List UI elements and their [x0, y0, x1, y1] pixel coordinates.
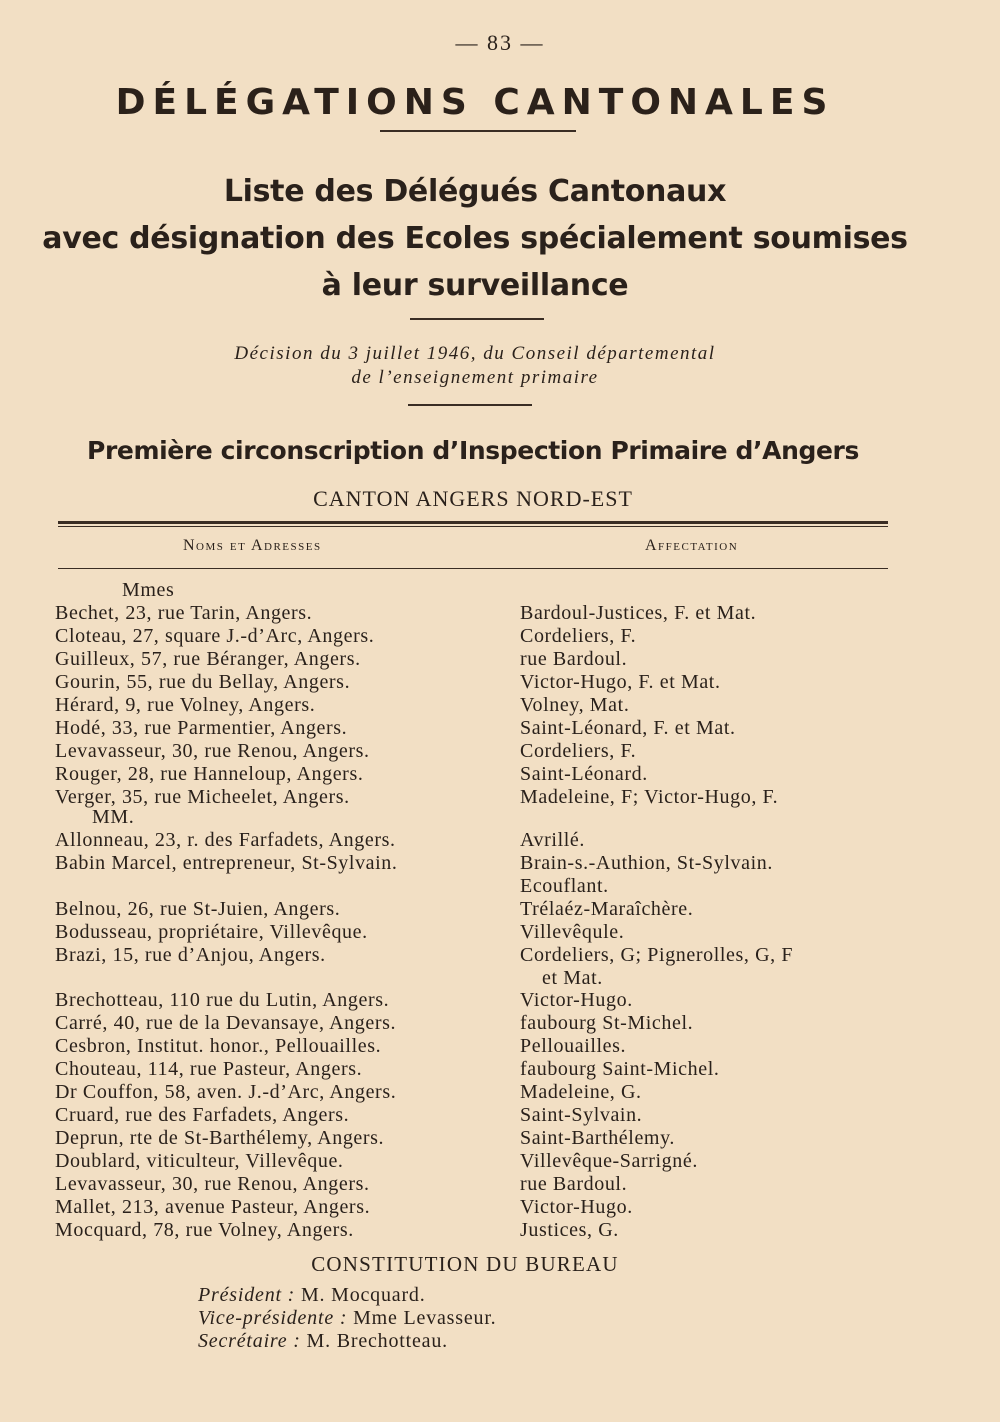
delegate-name: Dr Couffon, 58, aven. J.-d’Arc, Angers.: [55, 1081, 397, 1103]
delegate-assignment: Saint-Sylvain.: [520, 1104, 643, 1126]
delegate-assignment: Villevêque-Sarrigné.: [520, 1150, 698, 1172]
delegate-assignment: rue Bardoul.: [520, 1173, 628, 1195]
delegate-name: Mallet, 213, avenue Pasteur, Angers.: [55, 1196, 371, 1218]
delegate-name: Cruard, rue des Farfadets, Angers.: [55, 1104, 350, 1126]
delegate-assignment: Victor-Hugo.: [520, 989, 633, 1011]
delegate-assignment: rue Bardoul.: [520, 648, 628, 670]
bureau-president: [198, 1284, 426, 1307]
delegate-name: Rouger, 28, rue Hanneloup, Angers.: [55, 763, 364, 785]
delegate-name: Cloteau, 27, square J.-d’Arc, Angers.: [55, 625, 375, 647]
secretary-name: M. Brechotteau.: [306, 1330, 448, 1352]
delegate-assignment: Madeleine, F; Victor-Hugo, F.: [520, 786, 779, 808]
delegate-assignment: Trélaéz-Maraîchère.: [520, 898, 694, 920]
delegate-assignment: Cordeliers, F.: [520, 740, 637, 762]
delegate-name: Levavasseur, 30, rue Renou, Angers.: [55, 740, 370, 762]
column-header-assignment: Affectation: [645, 537, 739, 554]
delegate-assignment: Bardoul-Justices, F. et Mat.: [520, 602, 757, 624]
delegate-assignment: Avrillé.: [520, 829, 585, 851]
title-line-1: Liste des Délégués Cantonaux: [223, 174, 727, 209]
decision-line-1: Décision du 3 juillet 1946, du Conseil départemental: [234, 343, 716, 364]
decision-line-2: de l’enseignement primaire: [351, 367, 599, 388]
delegate-assignment: faubourg St-Michel.: [520, 1012, 694, 1034]
delegate-assignment: et Mat.: [542, 967, 603, 989]
delegate-name: Verger, 35, rue Micheelet, Angers.: [55, 786, 350, 808]
document-title: [0, 168, 950, 309]
delegate-name: Bodusseau, propriétaire, Villevêque.: [55, 921, 368, 943]
delegate-name: Chouteau, 114, rue Pasteur, Angers.: [55, 1058, 363, 1080]
title-line-2: avec désignation des Ecoles spécialement soumises: [42, 221, 908, 256]
delegate-assignment: Pellouailles.: [520, 1035, 627, 1057]
circonscription-heading: Première circonscription d’Inspection Primaire d’Angers: [87, 436, 859, 465]
delegate-name: Belnou, 26, rue St-Juien, Angers.: [55, 898, 341, 920]
delegate-assignment: Cordeliers, G; Pignerolles, G, F: [520, 944, 794, 966]
delegate-name: Levavasseur, 30, rue Renou, Angers.: [55, 1173, 370, 1195]
delegate-assignment: Victor-Hugo, F. et Mat.: [520, 671, 721, 693]
delegate-assignment: faubourg Saint-Michel.: [520, 1058, 720, 1080]
delegate-name: Allonneau, 23, r. des Farfadets, Angers.: [55, 829, 396, 851]
delegate-name: Deprun, rte de St-Barthélemy, Angers.: [55, 1127, 385, 1149]
table-top-rule: [58, 521, 888, 524]
delegate-name: Cesbron, Institut. honor., Pellouailles.: [55, 1035, 382, 1057]
vice-president-name: Mme Levasseur.: [353, 1307, 497, 1329]
delegate-name: Babin Marcel, entrepreneur, St-Sylvain.: [55, 852, 398, 874]
canton-heading: CANTON ANGERS NORD-EST: [313, 486, 633, 511]
section-heading: DÉLÉGATIONS CANTONALES: [115, 82, 835, 123]
page-number: — 83 —: [455, 30, 545, 55]
delegate-assignment: Saint-Barthélemy.: [520, 1127, 675, 1149]
president-name: M. Mocquard.: [300, 1284, 426, 1306]
title-underline: [410, 318, 544, 320]
table-top-rule-thin: [58, 526, 888, 527]
delegate-assignment: Justices, G.: [520, 1219, 619, 1241]
secretary-role: Secrétaire :: [198, 1330, 301, 1352]
delegate-assignment: Villevêqule.: [520, 921, 625, 943]
delegate-name: Mocquard, 78, rue Volney, Angers.: [55, 1219, 354, 1241]
decision-underline: [408, 404, 532, 406]
heading-underline: [380, 130, 576, 132]
delegate-name: Hodé, 33, rue Parmentier, Angers.: [55, 717, 348, 739]
delegate-assignment: Saint-Léonard.: [520, 763, 648, 785]
bureau-vice-president: [198, 1307, 496, 1330]
delegate-name: Doublard, viticulteur, Villevêque.: [55, 1150, 344, 1172]
group-label-men: MM.: [92, 806, 135, 828]
delegate-assignment: Ecouflant.: [520, 875, 609, 897]
delegate-assignment: Cordeliers, F.: [520, 625, 637, 647]
decision-note: [0, 342, 950, 390]
bureau-heading: CONSTITUTION DU BUREAU: [311, 1252, 619, 1276]
header-bottom-rule: [58, 568, 888, 569]
delegate-name: Hérard, 9, rue Volney, Angers.: [55, 694, 316, 716]
delegate-assignment: Brain-s.-Authion, St-Sylvain.: [520, 852, 773, 874]
delegate-name: Carré, 40, rue de la Devansaye, Angers.: [55, 1012, 397, 1034]
delegate-assignment: Saint-Léonard, F. et Mat.: [520, 717, 736, 739]
delegate-assignment: Madeleine, G.: [520, 1081, 642, 1103]
delegate-assignment: Volney, Mat.: [520, 694, 630, 716]
title-line-3: à leur surveillance: [321, 268, 629, 303]
column-header-names: Noms et Adresses: [183, 537, 322, 554]
delegate-name: Guilleux, 57, rue Béranger, Angers.: [55, 648, 361, 670]
delegate-name: Gourin, 55, rue du Bellay, Angers.: [55, 671, 351, 693]
bureau-secretary: [198, 1330, 448, 1353]
vice-president-role: Vice-présidente :: [198, 1307, 348, 1329]
delegate-name: Bechet, 23, rue Tarin, Angers.: [55, 602, 313, 624]
delegate-assignment: Victor-Hugo.: [520, 1196, 633, 1218]
delegate-name: Brechotteau, 110 rue du Lutin, Angers.: [55, 989, 390, 1011]
delegate-name: Brazi, 15, rue d’Anjou, Angers.: [55, 944, 326, 966]
president-role: Président :: [198, 1284, 296, 1306]
group-label-women: Mmes: [122, 579, 175, 601]
